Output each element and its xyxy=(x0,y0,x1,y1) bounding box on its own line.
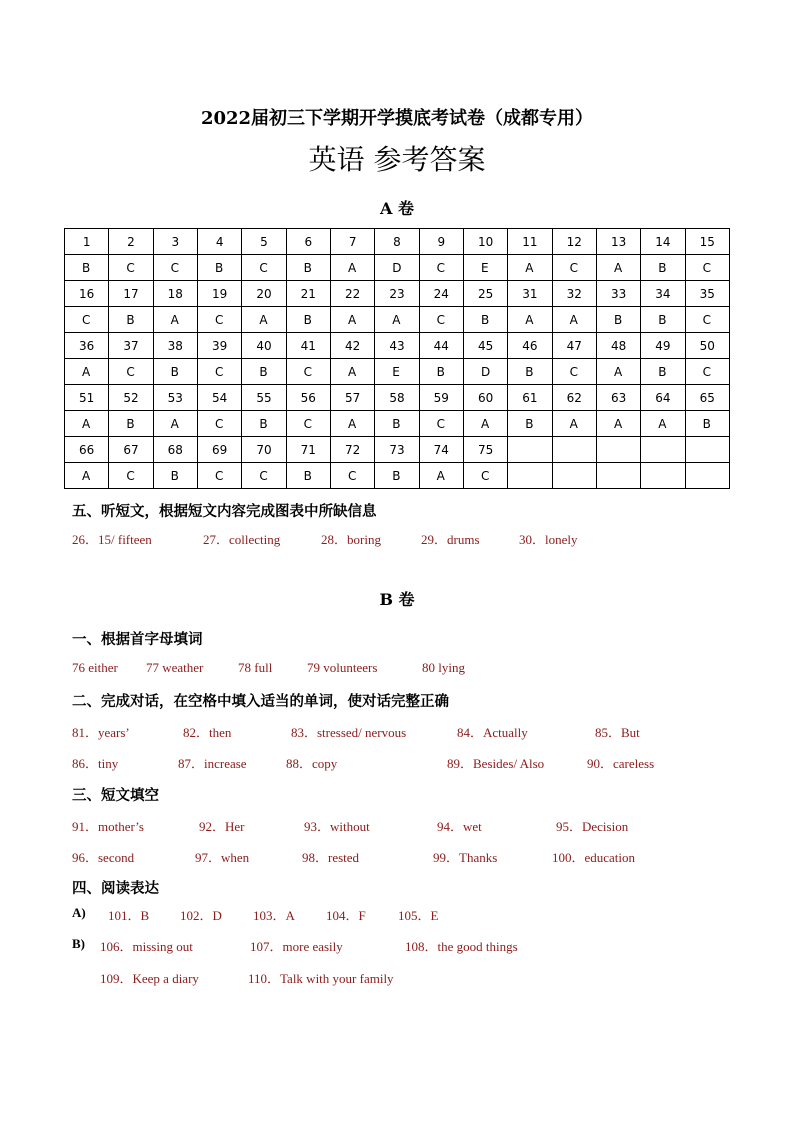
grid-answer-row xyxy=(65,411,730,437)
grid-answer-cell: C xyxy=(65,307,109,333)
part5-answer-26: 26．15/ fifteen xyxy=(72,532,152,547)
grid-number-cell: 20 xyxy=(242,281,286,307)
b2-answer-86: 86．tiny xyxy=(72,756,119,771)
grid-number-cell: 54 xyxy=(197,385,241,411)
b4-part-b-label: B) xyxy=(72,936,85,951)
grid-number-cell: 18 xyxy=(153,281,197,307)
grid-number-cell: 63 xyxy=(596,385,640,411)
grid-number-cell: 68 xyxy=(153,437,197,463)
part5-heading: 五、听短文，根据短文内容完成图表中所缺信息 xyxy=(72,504,377,520)
grid-number-cell: 43 xyxy=(375,333,419,359)
b1-answer-80: 80 lying xyxy=(422,660,465,675)
b4-answer-109: 109．Keep a diary xyxy=(100,971,199,986)
b4-answer-103: 103．A xyxy=(253,908,295,923)
grid-number-cell: 23 xyxy=(375,281,419,307)
grid-answer-cell: C xyxy=(197,307,241,333)
grid-answer-cell: A xyxy=(596,255,640,281)
grid-answer-cell: A xyxy=(330,307,374,333)
grid-answer-cell: C xyxy=(685,255,729,281)
grid-number-cell: 15 xyxy=(685,229,729,255)
b4-answer-105: 105．E xyxy=(398,908,439,923)
answer-grid xyxy=(64,228,730,489)
b1-answer-76: 76 either xyxy=(72,660,118,675)
b2-answer-87: 87．increase xyxy=(178,756,247,771)
grid-answer-row xyxy=(65,307,730,333)
grid-number-cell: 12 xyxy=(552,229,596,255)
grid-number-cell: 11 xyxy=(508,229,552,255)
grid-answer-cell: A xyxy=(242,307,286,333)
grid-answer-cell: A xyxy=(153,307,197,333)
b2-answer-84: 84．Actually xyxy=(457,725,528,740)
b3-answer-92: 92．Her xyxy=(199,819,245,834)
grid-number-cell: 51 xyxy=(65,385,109,411)
grid-number-cell: 65 xyxy=(685,385,729,411)
grid-number-cell: 10 xyxy=(463,229,507,255)
grid-number-cell: 39 xyxy=(197,333,241,359)
grid-answer-cell: A xyxy=(330,411,374,437)
grid-number-row xyxy=(65,437,730,463)
grid-answer-cell: C xyxy=(109,359,153,385)
b4-answer-101: 101．B xyxy=(108,908,150,923)
grid-answer-cell: A xyxy=(330,255,374,281)
b2-heading: 二、完成对话，在空格中填入适当的单词，使对话完整正确 xyxy=(72,694,449,710)
grid-number-cell: 14 xyxy=(641,229,685,255)
grid-answer-cell: B xyxy=(286,463,330,489)
grid-number-cell: 35 xyxy=(685,281,729,307)
grid-number-cell: 59 xyxy=(419,385,463,411)
grid-number-cell: 70 xyxy=(242,437,286,463)
grid-number-cell: 48 xyxy=(596,333,640,359)
grid-answer-cell: B xyxy=(685,411,729,437)
grid-number-cell: 17 xyxy=(109,281,153,307)
b3-heading: 三、短文填空 xyxy=(72,788,159,804)
grid-number-cell xyxy=(641,437,685,463)
grid-answer-cell: C xyxy=(242,463,286,489)
grid-number-cell: 45 xyxy=(463,333,507,359)
grid-number-cell: 57 xyxy=(330,385,374,411)
grid-answer-cell: B xyxy=(242,359,286,385)
grid-number-cell: 49 xyxy=(641,333,685,359)
grid-number-cell: 25 xyxy=(463,281,507,307)
grid-answer-cell: C xyxy=(552,255,596,281)
grid-answer-cell: A xyxy=(153,411,197,437)
b2-answer-89: 89．Besides/ Also xyxy=(447,756,545,771)
grid-number-cell: 58 xyxy=(375,385,419,411)
grid-number-cell: 4 xyxy=(197,229,241,255)
grid-answer-cell: C xyxy=(286,411,330,437)
grid-number-cell: 67 xyxy=(109,437,153,463)
part5-answer-30: 30．lonely xyxy=(519,532,578,547)
grid-number-cell: 3 xyxy=(153,229,197,255)
grid-number-cell: 60 xyxy=(463,385,507,411)
grid-answer-cell: D xyxy=(375,255,419,281)
grid-number-cell: 69 xyxy=(197,437,241,463)
grid-number-cell: 71 xyxy=(286,437,330,463)
grid-answer-cell: A xyxy=(641,411,685,437)
part5-answer-29: 29．drums xyxy=(421,532,480,547)
grid-answer-cell: B xyxy=(153,359,197,385)
b4-answer-104: 104．F xyxy=(326,908,366,923)
section-b-heading: B 卷 xyxy=(379,590,415,609)
part5-answer-28: 28．boring xyxy=(321,532,381,547)
document-title: 2022届初三下学期开学摸底考试卷（成都专用） xyxy=(200,108,594,129)
b2-answer-85: 85．But xyxy=(595,725,640,740)
b4-answer-106: 106．missing out xyxy=(100,939,193,954)
grid-answer-cell: B xyxy=(109,307,153,333)
grid-number-cell: 47 xyxy=(552,333,596,359)
grid-answer-cell: A xyxy=(375,307,419,333)
grid-answer-row xyxy=(65,359,730,385)
grid-number-cell: 72 xyxy=(330,437,374,463)
b4-part-a-label: A) xyxy=(72,905,86,920)
grid-answer-cell: A xyxy=(508,255,552,281)
b2-answer-81: 81．years’ xyxy=(72,725,130,740)
grid-answer-cell: C xyxy=(685,307,729,333)
grid-answer-cell: A xyxy=(330,359,374,385)
grid-answer-cell: B xyxy=(375,463,419,489)
grid-number-cell: 73 xyxy=(375,437,419,463)
grid-number-cell: 64 xyxy=(641,385,685,411)
grid-number-cell: 42 xyxy=(330,333,374,359)
grid-number-cell: 1 xyxy=(65,229,109,255)
b3-answer-91: 91．mother’s xyxy=(72,819,144,834)
part5-answer-27: 27．collecting xyxy=(203,532,281,547)
grid-answer-cell: C xyxy=(197,359,241,385)
grid-number-cell: 38 xyxy=(153,333,197,359)
grid-answer-cell: C xyxy=(109,463,153,489)
grid-number-cell: 21 xyxy=(286,281,330,307)
grid-number-cell: 55 xyxy=(242,385,286,411)
grid-answer-cell: B xyxy=(286,307,330,333)
grid-answer-cell: C xyxy=(419,411,463,437)
b3-answer-96: 96．second xyxy=(72,850,135,865)
grid-answer-cell: C xyxy=(242,255,286,281)
grid-number-row xyxy=(65,333,730,359)
grid-answer-cell: C xyxy=(463,463,507,489)
b4-answer-107: 107．more easily xyxy=(250,939,343,954)
grid-number-cell: 52 xyxy=(109,385,153,411)
b2-answer-90: 90．careless xyxy=(587,756,655,771)
grid-answer-cell: B xyxy=(508,359,552,385)
grid-number-cell: 46 xyxy=(508,333,552,359)
grid-number-cell: 75 xyxy=(463,437,507,463)
grid-answer-cell: C xyxy=(419,255,463,281)
b3-answer-99: 99．Thanks xyxy=(433,850,498,865)
grid-answer-cell: A xyxy=(419,463,463,489)
grid-number-cell: 32 xyxy=(552,281,596,307)
grid-number-cell: 74 xyxy=(419,437,463,463)
b1-answer-77: 77 weather xyxy=(146,660,204,675)
grid-answer-cell: B xyxy=(153,463,197,489)
grid-answer-cell xyxy=(596,463,640,489)
b1-answer-79: 79 volunteers xyxy=(307,660,378,675)
grid-number-cell: 33 xyxy=(596,281,640,307)
grid-number-row xyxy=(65,229,730,255)
grid-answer-cell: B xyxy=(596,307,640,333)
grid-answer-cell: C xyxy=(685,359,729,385)
grid-number-row xyxy=(65,385,730,411)
b2-answer-82: 82．then xyxy=(183,725,232,740)
grid-number-cell: 13 xyxy=(596,229,640,255)
grid-answer-cell: C xyxy=(286,359,330,385)
grid-answer-cell: C xyxy=(197,463,241,489)
grid-answer-cell: C xyxy=(419,307,463,333)
grid-answer-cell: C xyxy=(330,463,374,489)
b3-answer-100: 100．education xyxy=(552,850,636,865)
grid-answer-cell: E xyxy=(463,255,507,281)
grid-answer-cell: A xyxy=(552,411,596,437)
b1-answer-78: 78 full xyxy=(238,660,273,675)
grid-number-cell: 34 xyxy=(641,281,685,307)
grid-number-cell: 5 xyxy=(242,229,286,255)
grid-answer-cell: B xyxy=(463,307,507,333)
grid-answer-cell: B xyxy=(419,359,463,385)
grid-answer-cell: A xyxy=(65,463,109,489)
grid-number-cell: 50 xyxy=(685,333,729,359)
grid-answer-cell: E xyxy=(375,359,419,385)
grid-number-cell: 61 xyxy=(508,385,552,411)
grid-number-cell: 40 xyxy=(242,333,286,359)
grid-answer-cell xyxy=(641,463,685,489)
grid-answer-cell: B xyxy=(641,307,685,333)
b1-heading: 一、根据首字母填词 xyxy=(72,632,203,648)
grid-number-cell: 37 xyxy=(109,333,153,359)
grid-number-cell: 9 xyxy=(419,229,463,255)
b4-answer-110: 110．Talk with your family xyxy=(248,971,394,986)
grid-number-cell: 22 xyxy=(330,281,374,307)
grid-number-cell: 62 xyxy=(552,385,596,411)
grid-answer-cell: A xyxy=(463,411,507,437)
b2-answer-83: 83．stressed/ nervous xyxy=(291,725,407,740)
grid-number-cell: 19 xyxy=(197,281,241,307)
grid-number-cell: 36 xyxy=(65,333,109,359)
grid-number-cell: 6 xyxy=(286,229,330,255)
grid-answer-cell: B xyxy=(65,255,109,281)
grid-answer-cell: B xyxy=(197,255,241,281)
grid-number-cell xyxy=(596,437,640,463)
grid-number-cell: 31 xyxy=(508,281,552,307)
grid-answer-cell: A xyxy=(65,359,109,385)
grid-number-cell: 41 xyxy=(286,333,330,359)
grid-answer-cell: B xyxy=(286,255,330,281)
grid-number-cell: 16 xyxy=(65,281,109,307)
grid-answer-cell: A xyxy=(65,411,109,437)
grid-answer-cell: B xyxy=(641,255,685,281)
b4-heading: 四、阅读表达 xyxy=(72,881,159,897)
b2-answer-88: 88．copy xyxy=(286,756,338,771)
b3-answer-93: 93．without xyxy=(304,819,370,834)
b4-answer-108: 108．the good things xyxy=(405,939,518,954)
b4-answer-102: 102．D xyxy=(180,908,222,923)
b3-answer-95: 95．Decision xyxy=(556,819,629,834)
grid-answer-cell: A xyxy=(552,307,596,333)
grid-answer-cell xyxy=(552,463,596,489)
grid-answer-cell: C xyxy=(153,255,197,281)
b3-answer-97: 97．when xyxy=(195,850,250,865)
grid-number-row xyxy=(65,281,730,307)
grid-answer-cell xyxy=(685,463,729,489)
grid-answer-cell: A xyxy=(596,359,640,385)
document-subtitle: 英语 参考答案 xyxy=(308,143,486,176)
grid-number-cell: 66 xyxy=(65,437,109,463)
grid-number-cell: 8 xyxy=(375,229,419,255)
grid-number-cell: 2 xyxy=(109,229,153,255)
grid-answer-cell xyxy=(508,463,552,489)
grid-answer-cell: A xyxy=(508,307,552,333)
grid-answer-cell: B xyxy=(508,411,552,437)
grid-answer-cell: C xyxy=(552,359,596,385)
grid-number-cell: 44 xyxy=(419,333,463,359)
grid-answer-cell: D xyxy=(463,359,507,385)
grid-answer-cell: C xyxy=(197,411,241,437)
grid-number-cell xyxy=(552,437,596,463)
grid-number-cell: 53 xyxy=(153,385,197,411)
grid-answer-row xyxy=(65,255,730,281)
grid-number-cell: 7 xyxy=(330,229,374,255)
grid-number-cell xyxy=(508,437,552,463)
b3-answer-94: 94．wet xyxy=(437,819,482,834)
grid-answer-row xyxy=(65,463,730,489)
b3-answer-98: 98．rested xyxy=(302,850,360,865)
grid-answer-cell: B xyxy=(375,411,419,437)
section-a-heading: A 卷 xyxy=(380,199,414,218)
grid-answer-cell: C xyxy=(109,255,153,281)
grid-number-cell xyxy=(685,437,729,463)
grid-answer-cell: B xyxy=(641,359,685,385)
grid-answer-cell: B xyxy=(242,411,286,437)
grid-answer-cell: B xyxy=(109,411,153,437)
grid-answer-cell: A xyxy=(596,411,640,437)
grid-number-cell: 56 xyxy=(286,385,330,411)
grid-number-cell: 24 xyxy=(419,281,463,307)
